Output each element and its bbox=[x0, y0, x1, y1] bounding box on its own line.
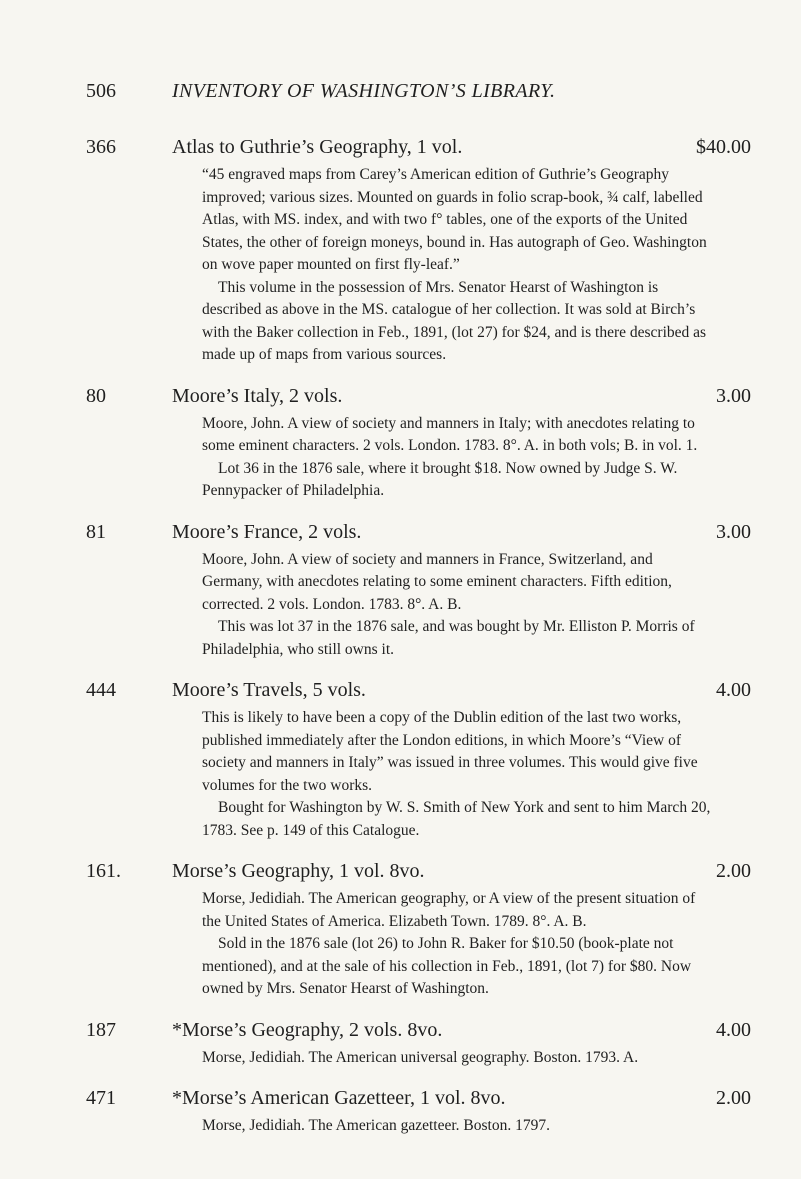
entry-title: Moore’s France, 2 vols. bbox=[172, 520, 362, 543]
entry-title: *Morse’s American Gazetteer, 1 vol. 8vo. bbox=[172, 1087, 506, 1109]
entry-heading bbox=[86, 136, 751, 164]
catalogue-entry bbox=[86, 1019, 751, 1070]
entry-heading bbox=[86, 860, 751, 888]
lot-number: 471 bbox=[86, 1087, 116, 1109]
entry-price: 2.00 bbox=[716, 1087, 751, 1109]
description-paragraph: Morse, Jedidiah. The American geography, or A view of the present situation of the United States of America. Elizabeth Town. 1789. 8°. A. B. bbox=[202, 890, 696, 930]
entry-heading bbox=[86, 1019, 751, 1047]
catalogue-entry bbox=[86, 136, 751, 367]
entry-price: 4.00 bbox=[716, 1018, 751, 1041]
catalogue-entry bbox=[86, 385, 751, 503]
entry-price: 3.00 bbox=[716, 520, 751, 543]
lot-number: 80 bbox=[86, 384, 106, 407]
entry-list bbox=[86, 136, 751, 1156]
catalogue-entry bbox=[86, 679, 751, 842]
description-paragraph: Moore, John. A view of society and manners in France, Switzerland, and Germany, with anecdotes relating to some eminent characters. Fifth edition, corrected. 2 vols. London. 1783. 8°. A. B. bbox=[202, 550, 672, 613]
entry-description bbox=[202, 549, 715, 662]
description-paragraph: This was lot 37 in the 1876 sale, and was bought by Mr. Elliston P. Morris of Philadelphia, who still owns it. bbox=[202, 618, 695, 658]
running-title: INVENTORY OF WASHINGTON’S LIBRARY. bbox=[172, 80, 556, 102]
entry-price: 3.00 bbox=[716, 384, 751, 407]
entry-description bbox=[202, 164, 715, 367]
entry-description bbox=[202, 888, 715, 1001]
entry-title: Morse’s Geography, 1 vol. 8vo. bbox=[172, 860, 425, 882]
catalogue-entry bbox=[86, 521, 751, 662]
description-paragraph: Moore, John. A view of society and manners in Italy; with anecdotes relating to some eminent characters. 2 vols. London. 1783. 8°. A. in both vols; B. in vol. 1. bbox=[202, 414, 698, 454]
description-paragraph: Bought for Washington by W. S. Smith of New York and sent to him March 20, 1783. See p. 149 of this Catalogue. bbox=[202, 799, 711, 839]
lot-number: 161. bbox=[86, 860, 121, 882]
description-paragraph: Lot 36 in the 1876 sale, where it brought $18. Now owned by Judge S. W. Pennypacker of Philadelphia. bbox=[202, 459, 678, 499]
lot-number: 444 bbox=[86, 679, 116, 701]
entry-title: Atlas to Guthrie’s Geography, 1 vol. bbox=[172, 136, 463, 158]
entry-description bbox=[202, 1047, 715, 1070]
entry-title: *Morse’s Geography, 2 vols. 8vo. bbox=[172, 1018, 443, 1041]
entry-heading bbox=[86, 385, 751, 413]
lot-number: 81 bbox=[86, 520, 106, 543]
entry-heading bbox=[86, 679, 751, 707]
entry-price: 2.00 bbox=[716, 860, 751, 882]
description-paragraph: Sold in the 1876 sale (lot 26) to John R. Baker for $10.50 (book-plate not mentioned), and at the sale of his collection in Feb., 1891, (lot 7) for $80. Now owned by Mrs. Senator Hearst of Washington. bbox=[202, 935, 692, 997]
description-paragraph: “45 engraved maps from Carey’s American edition of Guthrie’s Geography improved; various sizes. Mounted on guards in folio scrap-book, ¾ calf, labelled Atlas, with MS. index, and with two f° tables, one of the exports of the United States, the other of foreign moneys, bound in. Has autograph of Geo. Washington on wove paper mounted on first fly-leaf.” bbox=[202, 166, 707, 273]
entry-price: $40.00 bbox=[696, 136, 751, 158]
catalogue-entry bbox=[86, 860, 751, 1001]
lot-number: 187 bbox=[86, 1018, 116, 1041]
page-header bbox=[86, 80, 751, 110]
entry-price: 4.00 bbox=[716, 679, 751, 701]
catalogue-entry bbox=[86, 1087, 751, 1138]
entry-title: Moore’s Travels, 5 vols. bbox=[172, 679, 366, 701]
description-paragraph: This is likely to have been a copy of the Dublin edition of the last two works, published immediately after the London editions, in which Moore’s “View of society and manners in Italy” was issued in three volumes. This would give five volumes for the two works. bbox=[202, 709, 698, 794]
description-paragraph: Morse, Jedidiah. The American universal geography. Boston. 1793. A. bbox=[202, 1048, 639, 1066]
entry-description bbox=[202, 707, 715, 842]
entry-description bbox=[202, 413, 715, 503]
entry-heading bbox=[86, 521, 751, 549]
entry-title: Moore’s Italy, 2 vols. bbox=[172, 384, 343, 407]
description-paragraph: Morse, Jedidiah. The American gazetteer. Boston. 1797. bbox=[202, 1117, 550, 1134]
description-paragraph: This volume in the possession of Mrs. Senator Hearst of Washington is described as above in the MS. catalogue of her collection. It was sold at Birch’s with the Baker collection in Feb., 1891, (lot 27) for $24, and is there described as made up of maps from various sources. bbox=[202, 278, 707, 363]
page-number: 506 bbox=[86, 80, 116, 102]
entry-description bbox=[202, 1115, 715, 1138]
lot-number: 366 bbox=[86, 136, 116, 158]
entry-heading bbox=[86, 1087, 751, 1115]
